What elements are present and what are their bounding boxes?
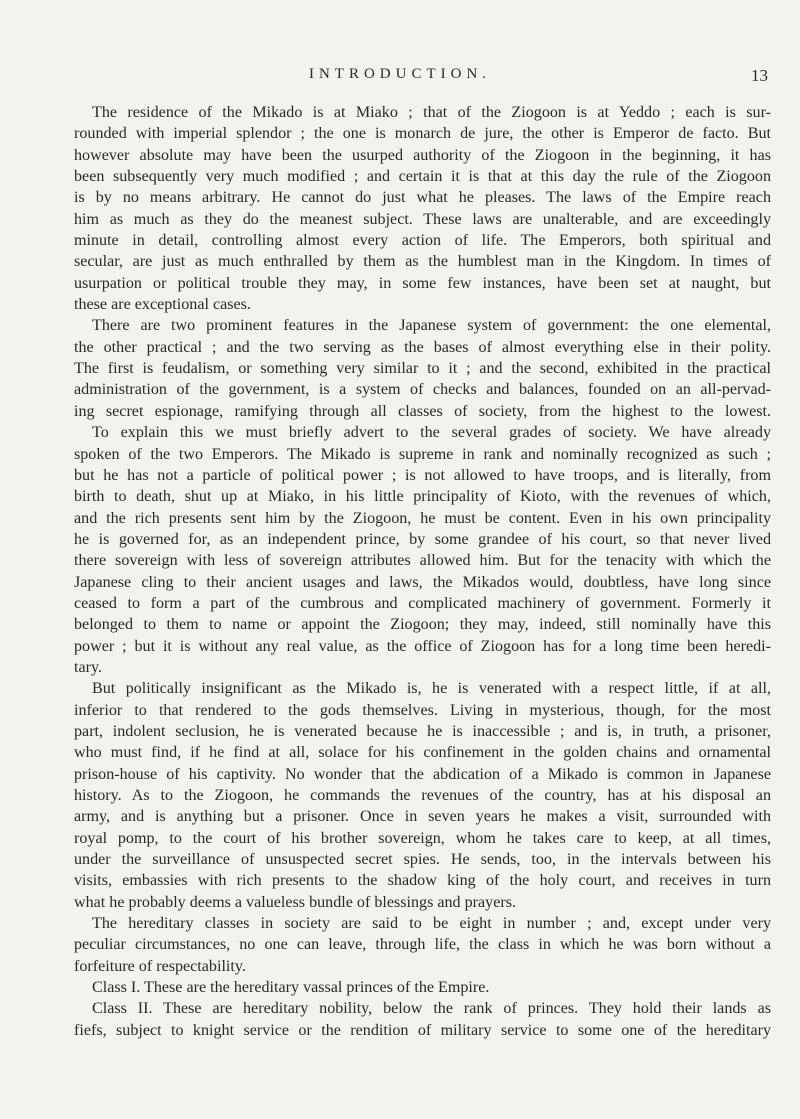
text-line: spoken of the two Emperors. The Mikado is supreme in rank and nominally recognized as such ; [74, 445, 771, 463]
text-line: usurpation or political trouble they may, in some few instances, have been set at naught, but [74, 274, 771, 292]
text-line: part, indolent seclusion, he is venerated because he is inaccessible ; and is, in truth, a prisoner, [74, 722, 771, 740]
text-line: forfeiture of respectability. [74, 957, 246, 975]
text-line: these are exceptional cases. [74, 296, 251, 314]
text-line: administration of the government, is a system of checks and balances, founded on an all-pervad- [74, 381, 771, 399]
text-line: The hereditary classes in society are said to be eight in number ; and, except under very [92, 915, 771, 933]
text-line: him as much as they do the meanest subject. These laws are unalterable, and are exceedingly [74, 210, 771, 228]
text-line: inferior to that rendered to the gods themselves. Living in mysterious, though, for the most [74, 701, 771, 719]
text-line: Japanese cling to their ancient usages and laws, the Mikados would, doubtless, have long since [74, 573, 771, 591]
text-line: birth to death, shut up at Miako, in his little principality of Kioto, with the revenues of which, [74, 488, 771, 506]
text-line: royal pomp, to the court of his brother sovereign, whom he takes care to keep, at all times, [74, 829, 771, 847]
text-line: been subsequently very much modified ; and certain it is that at this day the rule of the Ziogoon [74, 168, 771, 186]
text-line: ceased to form a part of the cumbrous and complicated machinery of government. Formerly it [74, 594, 771, 612]
body-text [74, 102, 771, 1041]
text-line: the other practical ; and the two serving as the bases of almost everything else in their polity. [74, 338, 771, 356]
text-line: who must find, if he find at all, solace for his confinement in the golden chains and ornamental [74, 744, 771, 762]
text-line: under the surveillance of unsuspected secret spies. He sends, too, in the intervals between his [74, 851, 771, 869]
text-line: power ; but it is without any real value, as the office of Ziogoon has for a long time been heredi- [74, 637, 771, 655]
text-line: he is governed for, as an independent prince, by some grandee of his court, so that never lived [74, 530, 771, 548]
text-line: there sovereign with less of sovereign attributes allowed him. But for the tenacity with which the [74, 552, 771, 570]
text-line: The first is feudalism, or something very similar to it ; and the second, exhibited in the practical [74, 360, 771, 378]
text-line: Class I. These are the hereditary vassal princes of the Empire. [92, 979, 490, 997]
text-line: and the rich presents sent him by the Ziogoon, he must be content. Even in his own principality [74, 509, 771, 527]
text-line: peculiar circumstances, no one can leave, through life, the class in which he was born without a [74, 936, 771, 954]
text-line: visits, embassies with rich presents to the shadow king of the holy court, and receives in turn [74, 872, 771, 890]
running-title: INTRODUCTION. [308, 66, 492, 82]
text-line: rounded with imperial splendor ; the one is monarch de jure, the other is Emperor de facto. But [74, 125, 771, 143]
page-number: 13 [751, 66, 768, 85]
text-line: prison-house of his captivity. No wonder that the abdication of a Mikado is common in Japanese [74, 765, 771, 783]
text-line: Class II. These are hereditary nobility, below the rank of princes. They hold their lands as [92, 1000, 771, 1018]
text-line: however absolute may have been the usurped authority of the Ziogoon in the beginning, it has [74, 146, 771, 164]
text-line: ing secret espionage, ramifying through all classes of society, from the highest to the lowest. [74, 402, 771, 420]
text-line: what he probably deems a valueless bundle of blessings and prayers. [74, 893, 517, 911]
text-line: The residence of the Mikado is at Miako ; that of the Ziogoon is at Yeddo ; each is sur- [92, 104, 771, 121]
text-line: secular, are just as much enthralled by them as the humblest man in the Kingdom. In times of [74, 253, 771, 271]
text-line: but he has not a particle of political power ; is not allowed to have troops, and is literally, from [74, 466, 771, 484]
text-line: history. As to the Ziogoon, he commands the revenues of the country, has at his disposal an [74, 787, 771, 804]
text-line: minute in detail, controlling almost every action of life. The Emperors, both spiritual and [74, 232, 771, 250]
text-line: fiefs, subject to knight service or the rendition of military service to some one of the hereditary [74, 1021, 771, 1039]
text-line: army, and is anything but a prisoner. Once in seven years he makes a visit, surrounded with [74, 808, 771, 826]
text-line: tary. [74, 658, 102, 676]
text-line: To explain this we must briefly advert to the several grades of society. We have already [92, 424, 771, 442]
text-line: is by no means arbitrary. He cannot do just what he pleases. The laws of the Empire reach [74, 189, 771, 207]
text-line: belonged to them to name or appoint the Ziogoon; they may, indeed, still nominally have this [74, 616, 771, 634]
text-line: But politically insignificant as the Mikado is, he is venerated with a respect little, if at all, [92, 680, 771, 698]
running-head [0, 66, 800, 90]
text-line: There are two prominent features in the Japanese system of government: the one elemental, [92, 317, 771, 335]
